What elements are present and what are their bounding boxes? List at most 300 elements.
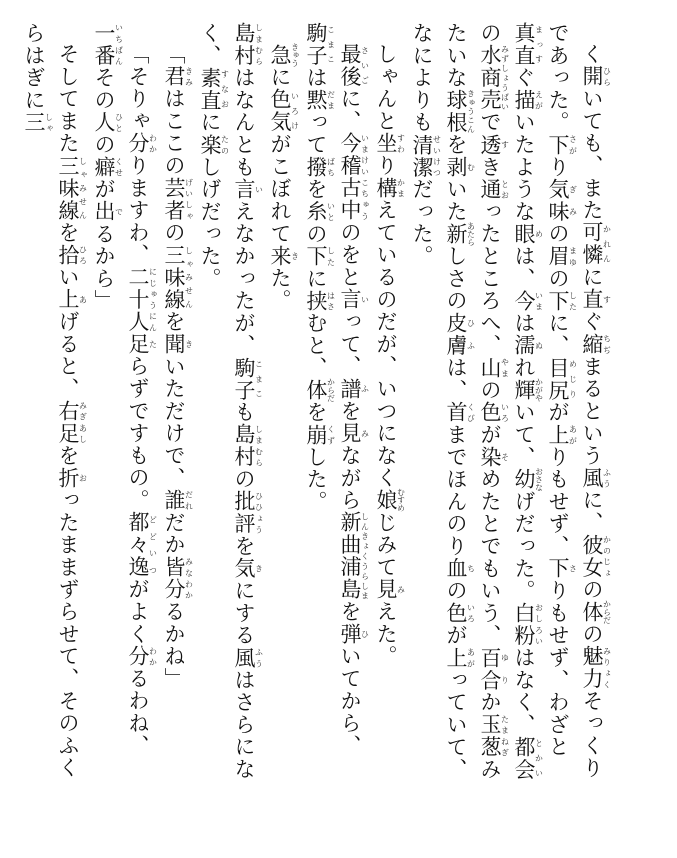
- text-run: に、: [546, 311, 570, 357]
- furigana: からだ: [326, 378, 336, 403]
- furigana: みりょく: [602, 645, 612, 690]
- ruby-word: [268, 244, 300, 267]
- furigana: そ: [500, 445, 510, 469]
- ruby-base: 上: [546, 423, 570, 446]
- ruby-base: 都会: [512, 735, 536, 781]
- furigana: しゃみせん: [78, 154, 88, 222]
- text-run: じみて: [374, 511, 398, 579]
- ruby-word: [22, 111, 54, 134]
- ruby-word: [546, 557, 578, 580]
- text-run: るから」: [92, 222, 116, 312]
- ruby-word: [92, 155, 124, 179]
- ruby-word: [304, 88, 336, 112]
- ruby-word: [92, 200, 124, 223]
- ruby-word: [56, 154, 88, 222]
- text-run: の: [478, 378, 502, 402]
- furigana: はさ: [326, 289, 336, 313]
- ruby-word: [580, 221, 612, 267]
- ruby-word: [162, 489, 194, 512]
- ruby-word: [512, 467, 544, 492]
- furigana: めじり: [568, 356, 578, 402]
- furigana: い: [254, 178, 264, 201]
- text-run: いても、また: [580, 87, 604, 222]
- ruby-word: [374, 488, 406, 513]
- ruby-base: 右足: [56, 399, 80, 445]
- ruby-base: 下: [546, 289, 570, 312]
- furigana: からだ: [602, 599, 612, 624]
- furigana: みな: [184, 556, 194, 579]
- text-run: 「: [162, 43, 186, 66]
- furigana: おしろい: [534, 601, 544, 647]
- ruby-base: 縮: [580, 332, 604, 356]
- text-run: って、: [338, 310, 362, 378]
- furigana: くせ: [114, 155, 124, 179]
- ruby-base: 分: [162, 578, 186, 601]
- ruby-word: [162, 332, 194, 356]
- ruby-base: 幼: [512, 467, 536, 492]
- ruby-word: [338, 132, 370, 222]
- ruby-base: 今稽古中: [338, 132, 362, 222]
- furigana: しゃみせん: [184, 243, 194, 311]
- ruby-word: [92, 111, 124, 134]
- text-run: に、: [580, 489, 604, 534]
- furigana: こまこ: [326, 22, 336, 67]
- furigana: あが: [466, 646, 476, 669]
- ruby-word: [162, 578, 194, 601]
- furigana: た: [148, 332, 158, 356]
- text-run: ったままずらせて、そのふくらはぎに: [22, 22, 80, 779]
- ruby-base: 透: [478, 133, 502, 156]
- ruby-word: [338, 288, 370, 311]
- furigana: さが: [568, 133, 578, 156]
- text-run: しげだった。: [198, 155, 222, 290]
- ruby-base: 都々逸: [126, 511, 150, 579]
- ruby-word: [232, 557, 264, 580]
- ruby-base: 挟: [304, 289, 328, 313]
- ruby-base: 球根: [444, 88, 468, 134]
- text-run: りもせず、わざと: [546, 579, 570, 759]
- ruby-word: [580, 466, 612, 490]
- ruby-base: 白粉: [512, 601, 536, 647]
- ruby-base: 上: [56, 288, 80, 311]
- ruby-word: [546, 245, 578, 268]
- paragraph: [17, 22, 87, 790]
- ruby-word: [512, 601, 544, 647]
- text-run: い: [56, 266, 80, 289]
- ruby-base: 皮膚: [444, 311, 468, 357]
- paragraph: [263, 22, 299, 790]
- ruby-base: 譜: [338, 377, 362, 400]
- ruby-word: [444, 88, 476, 134]
- ruby-word: [546, 423, 578, 446]
- ruby-word: [232, 178, 264, 201]
- text-run: を: [338, 399, 362, 423]
- furigana: お: [78, 466, 88, 490]
- ruby-word: [512, 735, 544, 781]
- ruby-base: 直: [580, 288, 604, 311]
- ruby-base: 濡: [512, 334, 536, 357]
- furigana: きゅう: [290, 43, 300, 67]
- text-run: がよく: [126, 578, 150, 646]
- furigana: い: [360, 288, 370, 311]
- furigana: す: [500, 133, 510, 156]
- ruby-base: 出: [92, 200, 116, 223]
- furigana: き: [254, 557, 264, 580]
- ruby-word: [304, 155, 336, 179]
- ruby-word: [546, 356, 578, 402]
- ruby-word: [374, 132, 406, 155]
- text-run: に: [304, 267, 328, 290]
- paragraph: [299, 22, 369, 790]
- ruby-word: [580, 65, 612, 88]
- ruby-word: [478, 356, 510, 379]
- furigana: しまむら: [254, 423, 264, 469]
- ruby-word: [444, 155, 476, 179]
- text-run: えているのだが、いつになく: [374, 199, 398, 490]
- text-run: も: [232, 401, 256, 424]
- furigana: くび: [466, 401, 476, 424]
- ruby-base: 描: [512, 88, 536, 112]
- furigana: ふう: [254, 646, 264, 669]
- furigana: さいご: [360, 43, 370, 88]
- furigana: たの: [220, 133, 230, 156]
- ruby-base: 三: [22, 111, 46, 134]
- text-run: ぐ: [580, 310, 604, 333]
- ruby-word: [56, 399, 88, 445]
- text-run: か: [478, 691, 502, 714]
- text-run: ながら: [338, 444, 362, 512]
- ruby-base: 風: [232, 646, 256, 669]
- ruby-base: 弾: [338, 622, 362, 646]
- ruby-base: 急: [268, 43, 292, 67]
- text-run: るかね」: [162, 600, 186, 690]
- ruby-base: 色気: [268, 88, 292, 134]
- text-run: にする: [232, 579, 256, 647]
- text-run: の: [232, 468, 256, 491]
- ruby-base: 撥: [304, 155, 328, 179]
- furigana: かま: [396, 176, 406, 200]
- ruby-word: [304, 378, 336, 403]
- ruby-base: 気: [232, 557, 256, 580]
- text-run: は: [304, 66, 328, 89]
- ruby-base: 色: [478, 401, 502, 424]
- ruby-base: 崩: [304, 423, 328, 446]
- text-run: の: [92, 133, 116, 156]
- ruby-base: 百合: [478, 646, 502, 692]
- furigana: あ: [78, 288, 88, 311]
- furigana: えが: [534, 88, 544, 112]
- ruby-base: 人: [92, 111, 116, 134]
- ruby-base: 彼女: [580, 533, 604, 579]
- ruby-base: 剥: [444, 155, 468, 179]
- furigana: ひろ: [78, 243, 88, 267]
- furigana: まゆ: [568, 245, 578, 268]
- text-run: が: [478, 423, 502, 446]
- text-run: はなんとも: [232, 66, 256, 179]
- ruby-word: [338, 511, 370, 601]
- text-run: 「そりゃ: [126, 43, 150, 133]
- text-run: が: [444, 624, 468, 647]
- ruby-base: 拾: [56, 243, 80, 267]
- furigana: まっす: [534, 22, 544, 67]
- text-run: いた: [444, 178, 468, 223]
- ruby-base: 最後: [338, 43, 362, 88]
- ruby-word: [478, 713, 510, 759]
- text-run: は、: [444, 356, 468, 402]
- ruby-word: [126, 332, 158, 356]
- text-run: ったところへ、: [478, 200, 502, 357]
- furigana: き: [184, 332, 194, 356]
- ruby-base: 新曲浦島: [338, 511, 362, 601]
- text-run: いたような: [512, 111, 536, 223]
- ruby-base: 分: [126, 645, 150, 668]
- text-run: に、: [338, 87, 362, 133]
- furigana: かのじょ: [602, 533, 612, 579]
- text-run: しゃんと: [374, 43, 398, 133]
- text-run: はここの: [162, 87, 186, 177]
- ruby-word: [126, 645, 158, 668]
- ruby-word: [338, 422, 370, 445]
- ruby-base: 坐: [374, 132, 398, 155]
- ruby-base: 色: [444, 601, 468, 625]
- ruby-base: 可憐: [580, 221, 604, 267]
- furigana: した: [568, 289, 578, 312]
- text-run: を: [304, 401, 328, 424]
- text-run: っていて、なによりも: [410, 22, 468, 781]
- furigana: だま: [326, 88, 336, 112]
- ruby-word: [580, 645, 612, 690]
- text-run: が: [92, 178, 116, 201]
- ruby-word: [56, 243, 88, 267]
- ruby-word: [512, 222, 544, 246]
- ruby-word: [580, 599, 612, 624]
- ruby-base: 輝: [512, 378, 536, 403]
- furigana: くず: [326, 423, 336, 446]
- furigana: きゅうこん: [466, 88, 476, 134]
- furigana: かがや: [534, 378, 544, 403]
- ruby-base: 玉葱: [478, 713, 502, 759]
- ruby-base: 下: [304, 245, 328, 268]
- furigana: み: [396, 578, 406, 601]
- ruby-base: 開: [580, 65, 604, 88]
- ruby-base: 今: [512, 289, 536, 312]
- furigana: にじゅうにん: [148, 266, 158, 333]
- ruby-word: [478, 44, 510, 112]
- furigana: とかい: [534, 735, 544, 781]
- ruby-base: 山: [478, 356, 502, 379]
- ruby-word: [126, 132, 158, 155]
- ruby-base: 足: [126, 332, 150, 356]
- furigana: ち: [466, 557, 476, 580]
- furigana: むすめ: [396, 488, 406, 513]
- text-run: の: [580, 622, 604, 646]
- ruby-word: [444, 557, 476, 580]
- ruby-base: 駒子: [304, 22, 328, 67]
- paragraph: [405, 22, 611, 790]
- text-run: ぐ: [512, 66, 536, 89]
- ruby-base: 糸: [304, 200, 328, 223]
- paragraph: [87, 22, 157, 790]
- ruby-base: 水商売: [478, 44, 502, 112]
- text-run: その: [92, 66, 116, 112]
- text-run: に: [198, 111, 222, 134]
- furigana: あたら: [466, 221, 476, 246]
- text-run: しさの: [444, 245, 468, 312]
- ruby-word: [304, 423, 336, 446]
- text-run: の: [546, 222, 570, 246]
- furigana: こまこ: [254, 356, 264, 402]
- ruby-base: 目尻: [546, 356, 570, 402]
- text-run: の: [304, 222, 328, 246]
- furigana: わか: [148, 132, 158, 155]
- ruby-base: 体: [304, 378, 328, 403]
- ruby-word: [162, 556, 194, 579]
- furigana: げいしゃ: [184, 176, 194, 222]
- ruby-word: [478, 445, 510, 469]
- ruby-base: 見: [338, 422, 362, 445]
- ruby-base: 誰: [162, 489, 186, 512]
- furigana: たまねぎ: [500, 713, 510, 759]
- furigana: ひら: [602, 65, 612, 88]
- ruby-base: 芸者: [162, 176, 186, 222]
- text-run: そしてまた: [56, 43, 80, 155]
- furigana: きみ: [184, 65, 194, 88]
- ruby-base: 黙: [304, 88, 328, 112]
- ruby-word: [478, 401, 510, 424]
- furigana: おさな: [534, 467, 544, 492]
- text-run: えなかったが、: [232, 200, 256, 357]
- ruby-base: 眼: [512, 222, 536, 246]
- ruby-base: 風: [580, 466, 604, 490]
- text-run: の: [478, 22, 502, 45]
- furigana: き: [290, 244, 300, 267]
- furigana: いろけ: [290, 88, 300, 134]
- ruby-base: 通: [478, 178, 502, 201]
- text-run: るわね、: [126, 667, 150, 757]
- furigana: しまむら: [254, 22, 264, 67]
- ruby-word: [304, 22, 336, 67]
- text-run: って: [304, 111, 328, 156]
- text-run: めたとでもいう、: [478, 468, 502, 647]
- ruby-word: [198, 66, 230, 112]
- text-run: く: [580, 43, 604, 66]
- furigana: わか: [184, 578, 194, 601]
- ruby-word: [162, 65, 194, 88]
- text-run: り: [546, 155, 570, 179]
- ruby-word: [338, 377, 370, 400]
- text-run: で: [478, 111, 502, 134]
- ruby-word: [580, 288, 612, 311]
- text-run: までほんのり: [444, 423, 468, 558]
- text-run: げだった。: [512, 490, 536, 602]
- novel-text-body: [17, 22, 611, 790]
- furigana: せいけつ: [432, 133, 442, 179]
- text-run: だか: [162, 511, 186, 557]
- text-run: が: [546, 401, 570, 424]
- ruby-word: [162, 243, 194, 311]
- furigana: ばち: [326, 155, 336, 179]
- ruby-word: [232, 646, 264, 669]
- furigana: さ: [568, 557, 578, 580]
- text-run: れ: [512, 356, 536, 379]
- ruby-word: [232, 423, 264, 469]
- ruby-base: 批評: [232, 490, 256, 535]
- text-run: はさらになく、: [198, 22, 256, 781]
- ruby-word: [198, 133, 230, 156]
- furigana: ふう: [602, 466, 612, 490]
- ruby-base: 上: [444, 646, 468, 669]
- furigana: ぬ: [534, 334, 544, 357]
- text-run: がこぼれて: [268, 133, 292, 245]
- ruby-base: 一番: [92, 22, 116, 67]
- furigana: いちばん: [114, 22, 124, 67]
- ruby-base: 魅力: [580, 645, 604, 690]
- ruby-word: [444, 646, 476, 669]
- ruby-word: [580, 533, 612, 579]
- text-run: した。: [304, 445, 328, 513]
- ruby-word: [338, 43, 370, 88]
- text-run: を: [162, 310, 186, 333]
- ruby-word: [512, 22, 544, 67]
- text-run: げると、: [56, 310, 80, 400]
- ruby-base: 娘: [374, 488, 398, 513]
- text-run: は: [512, 311, 536, 335]
- text-run: りますわ、: [126, 154, 150, 267]
- ruby-word: [56, 466, 88, 490]
- ruby-base: 三味線: [162, 243, 186, 311]
- furigana: ゆり: [500, 646, 510, 692]
- ruby-word: [232, 490, 264, 535]
- furigana: いろ: [500, 401, 510, 424]
- ruby-base: 清潔: [410, 133, 434, 179]
- text-run: り: [374, 154, 398, 177]
- furigana: しゃ: [44, 111, 54, 134]
- ruby-word: [232, 356, 264, 402]
- text-run: いてから、: [338, 645, 362, 757]
- text-run: を: [232, 534, 256, 558]
- ruby-word: [304, 289, 336, 313]
- ruby-word: [126, 266, 158, 333]
- text-run: た。: [268, 266, 292, 312]
- ruby-word: [546, 178, 578, 223]
- ruby-base: 構: [374, 176, 398, 200]
- ruby-word: [546, 289, 578, 312]
- ruby-base: 言: [232, 178, 256, 201]
- furigana: どどいつ: [148, 511, 158, 579]
- furigana: だれ: [184, 489, 194, 512]
- text-run: そっくりであった。: [546, 22, 604, 780]
- paragraph: [193, 22, 263, 790]
- ruby-word: [512, 334, 544, 357]
- text-run: を: [56, 444, 80, 467]
- furigana: ひ: [360, 622, 370, 646]
- furigana: いまけいこちゅう: [360, 132, 370, 222]
- furigana: あが: [568, 423, 578, 446]
- ruby-word: [444, 221, 476, 246]
- ruby-base: 素直: [198, 66, 222, 112]
- text-run: まるという: [580, 355, 604, 467]
- furigana: やま: [500, 356, 510, 379]
- furigana: わか: [148, 645, 158, 668]
- ruby-base: 島村: [232, 22, 256, 67]
- ruby-word: [444, 401, 476, 424]
- text-run: の: [444, 579, 468, 602]
- text-run: の: [580, 578, 604, 601]
- ruby-word: [232, 22, 264, 67]
- ruby-word: [512, 289, 544, 312]
- text-run: むと、: [304, 312, 328, 379]
- furigana: め: [534, 222, 544, 246]
